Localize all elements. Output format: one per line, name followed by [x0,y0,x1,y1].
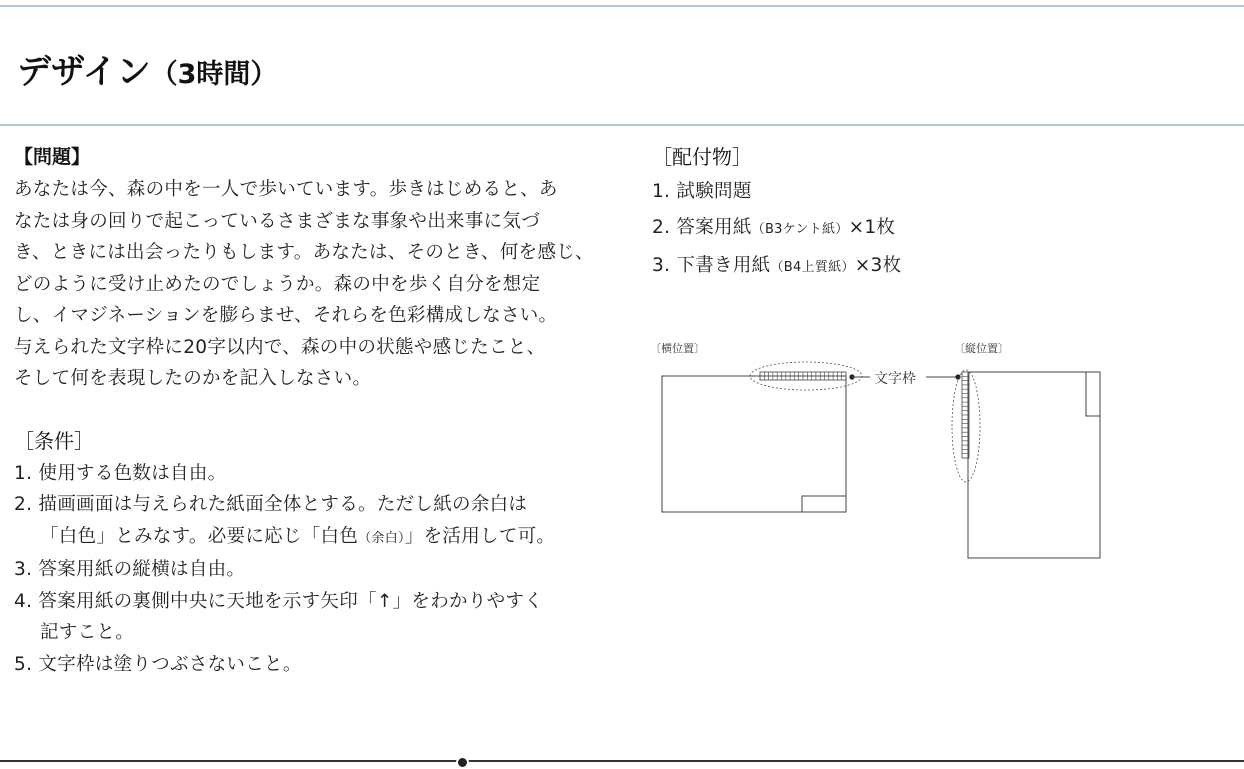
frame-callout [849,370,960,387]
problem-line: どのように受け止めたのでしょうか。森の中を歩く自分を想定 [14,273,541,295]
condition-item: 3. 答案用紙の縦横は自由。 [14,559,246,580]
material-text: 3. 下書き用紙 [652,255,771,276]
materials-heading: ［配付物］ [652,145,752,169]
portrait-label: 〔縦位置〕 [954,342,1009,355]
text-frame-label: 文字枠 [874,371,916,387]
right-column [652,140,1212,286]
problem-line: き、ときには出会ったりもします。あなたは、そのとき、何を感じ、 [14,242,594,263]
condition-item: 2. 描画画面は与えられた紙面全体とする。ただし紙の余白は [14,494,528,515]
callout-dot-right [955,374,960,379]
exam-duration: （3時間） [150,59,278,90]
subject-title: デザイン [17,52,151,92]
problem-heading: 【問題】 [14,146,91,168]
page-title [17,44,277,93]
landscape-paper [662,376,846,512]
landscape-text-frame [760,372,846,380]
section-rule [0,124,1244,126]
material-item [652,210,1212,248]
condition-text: 「白色」とみなす。必要に応じ「白色 [40,525,359,547]
material-note: （B4上質紙） [770,260,855,275]
material-text: ×1枚 [848,217,896,238]
conditions-list [14,458,614,681]
condition-note: （余白） [358,530,405,546]
problem-line: なたは身の回りで起こっているさまざまな事象や出来事に気づ [14,210,541,232]
conditions-heading: ［条件］ [14,428,94,453]
condition-item: 1. 使用する色数は自由。 [14,462,227,484]
condition-item: 5. 文字枠は塗りつぶさないこと。 [14,653,302,675]
landscape-corner-box [802,496,846,512]
material-text: ×3枚 [854,255,902,276]
problem-line: し、イマジネーションを膨らませ、それらを色彩構成しなさい。 [14,305,558,326]
problem-line: 与えられた文字枠に20字以内で、森の中の状態や感じたこと、 [14,336,546,358]
problem-line: あなたは今、森の中を一人で歩いています。歩きはじめると、あ [14,179,558,200]
portrait-paper [968,372,1100,558]
landscape-label: 〔横位置〕 [650,342,705,355]
portrait-text-frame [962,372,969,458]
condition-item-continuation [14,521,614,555]
material-text: 2. 答案用紙 [652,217,752,238]
top-rule [0,5,1244,7]
bottom-rule [0,760,1244,762]
condition-item-continuation: 記すこと。 [40,622,135,643]
portrait-corner-box [1086,372,1100,416]
material-note: （B3ケント紙） [751,222,849,237]
paper-orientation-diagram [648,336,1108,566]
problem-line: そして何を表現したのかを記入しなさい。 [14,368,372,389]
portrait-frame-highlight [952,370,980,482]
left-column [14,140,614,680]
problem-text [14,174,614,395]
material-item [652,248,1212,286]
portrait-sheet [952,370,1100,558]
condition-item: 4. 答案用紙の裏側中央に天地を示す矢印「↑」をわかりやすく [14,590,544,612]
condition-text: 」を活用して可。 [404,525,556,547]
material-item: 1. 試験問題 [652,181,752,202]
bottom-rule-dot [456,756,469,769]
landscape-sheet [662,362,862,512]
